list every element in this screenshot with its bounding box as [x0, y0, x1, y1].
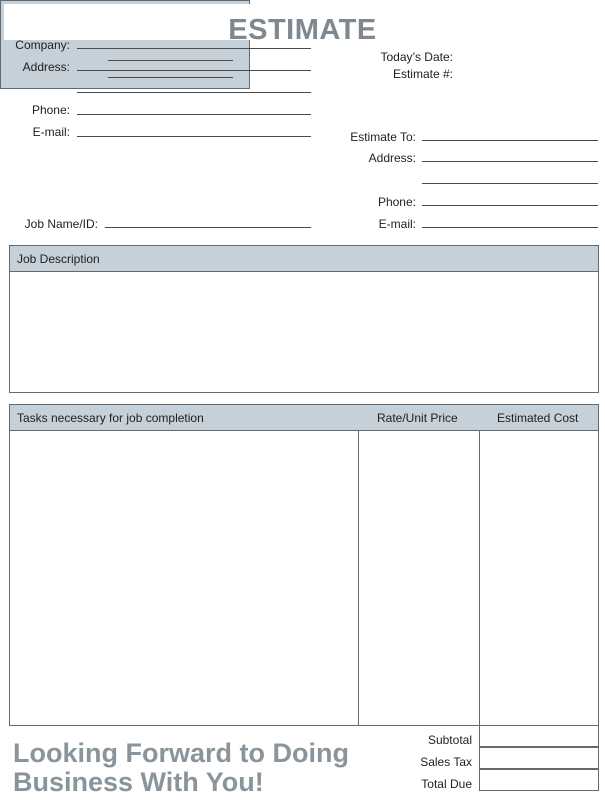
address-label: Address: — [22, 60, 70, 74]
recipient-phone-field[interactable] — [422, 205, 598, 206]
tasks-column-header: Tasks necessary for job completion — [17, 411, 204, 425]
company-field[interactable] — [77, 48, 311, 49]
tasks-table — [9, 404, 599, 726]
recipient-email-label: E-mail: — [378, 217, 416, 231]
estimate-to-label: Estimate To: — [350, 130, 416, 144]
phone-label: Phone: — [31, 103, 70, 117]
tasks-table-header — [10, 405, 598, 431]
slogan-line-1: Looking Forward to Doing — [13, 738, 349, 768]
subtotal-field[interactable] — [479, 725, 599, 747]
job-name-field[interactable] — [105, 227, 311, 228]
address-field-line1[interactable] — [77, 70, 311, 71]
sales-tax-field[interactable] — [479, 747, 599, 769]
recipient-email-field[interactable] — [422, 227, 598, 228]
email-label: E-mail: — [32, 125, 70, 139]
phone-field[interactable] — [77, 114, 311, 115]
total-due-label: Total Due — [421, 777, 472, 791]
recipient-address-label: Address: — [368, 151, 416, 165]
job-description-header — [10, 246, 598, 272]
cost-column-header: Estimated Cost — [497, 411, 579, 425]
estimate-to-field[interactable] — [422, 140, 598, 141]
job-description-heading: Job Description — [17, 252, 100, 266]
subtotal-label: Subtotal — [427, 733, 472, 747]
sales-tax-label: Sales Tax — [420, 755, 472, 769]
rate-column-header: Rate/Unit Price — [377, 411, 458, 425]
todays-date-label: Today’s Date: — [380, 50, 453, 64]
page-title: ESTIMATE — [228, 14, 377, 46]
estimate-number-field[interactable] — [108, 77, 233, 78]
recipient-phone-label: Phone: — [377, 195, 416, 209]
tasks-column-area[interactable] — [10, 431, 358, 725]
rate-column-area[interactable] — [359, 431, 479, 725]
todays-date-field[interactable] — [108, 60, 233, 61]
total-due-field[interactable] — [479, 769, 599, 791]
closing-slogan — [13, 739, 349, 797]
cost-column-area[interactable] — [480, 431, 598, 725]
address-field-line2[interactable] — [77, 92, 311, 93]
job-name-label: Job Name/ID: — [24, 217, 98, 231]
email-field[interactable] — [77, 136, 311, 137]
job-description-box — [9, 245, 599, 393]
estimate-number-label: Estimate #: — [392, 67, 453, 81]
slogan-line-2: Business With You! — [13, 767, 264, 797]
recipient-address-line1[interactable] — [422, 161, 598, 162]
recipient-address-line2[interactable] — [422, 183, 598, 184]
job-description-area[interactable] — [10, 272, 598, 392]
company-label: Company: — [15, 38, 70, 52]
